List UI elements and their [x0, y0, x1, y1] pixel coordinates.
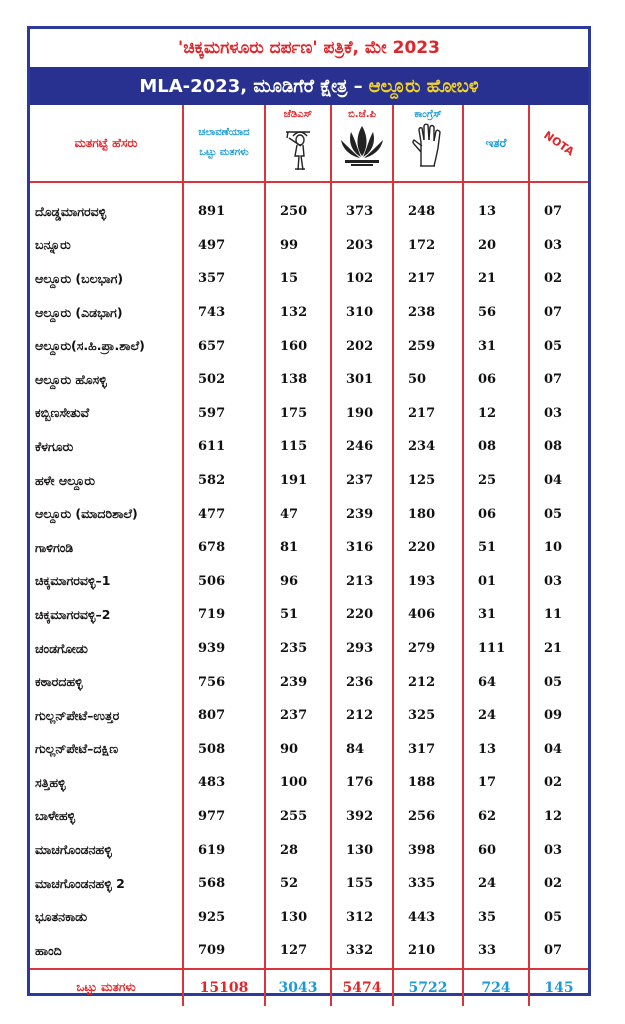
cell-jds: 90: [265, 733, 331, 767]
cell-bjp: 203: [331, 229, 393, 263]
col-header-total-line2: ಒಟ್ಟು ಮತಗಳು: [199, 147, 249, 158]
cell-name: ಆಲ್ದೂರು (ಎಡಭಾಗ): [30, 296, 183, 330]
cell-congress: 172: [393, 229, 463, 263]
cell-total: 657: [183, 329, 265, 363]
table-row: [30, 733, 588, 767]
table-row: [30, 934, 588, 969]
cell-nota: 05: [544, 674, 563, 690]
cell-jds: 15: [265, 262, 331, 296]
cell-total: 743: [183, 296, 265, 330]
col-header-nota: [529, 105, 588, 182]
cell-others: 01: [463, 565, 529, 599]
cell-others: 31: [463, 329, 529, 363]
jds-farmer-icon: [283, 122, 313, 172]
cell-others: 24: [463, 867, 529, 901]
col-header-name: ಮತಗಟ್ಟೆ ಹೆಸರು: [30, 105, 183, 182]
cell-nota: 03: [544, 237, 563, 253]
cell-total: 568: [183, 867, 265, 901]
col-header-jds-label: ಜೆಡಿಎಸ್: [283, 109, 313, 120]
totals-congress: 5722: [393, 969, 463, 1006]
cell-others: 13: [463, 733, 529, 767]
table-row: [30, 598, 588, 632]
cell-congress: 217: [393, 397, 463, 431]
cell-bjp: 236: [331, 665, 393, 699]
cell-congress: 234: [393, 430, 463, 464]
cell-others: 51: [463, 531, 529, 565]
cell-others: 06: [463, 363, 529, 397]
cell-nota: 12: [544, 808, 563, 824]
cell-bjp: 373: [331, 195, 393, 229]
table-row: [30, 195, 588, 229]
cell-name: ಬನ್ನೂರು: [30, 229, 183, 263]
cell-total: 357: [183, 262, 265, 296]
cell-jds: 52: [265, 867, 331, 901]
cell-name: ಆಲ್ದೂರು (ಮಾದರಿಶಾಲೆ): [30, 497, 183, 531]
totals-jds: 3043: [265, 969, 331, 1006]
cell-total: 597: [183, 397, 265, 431]
cell-jds: 100: [265, 766, 331, 800]
totals-row: [30, 969, 588, 1006]
cell-total: 582: [183, 464, 265, 498]
table-row: [30, 329, 588, 363]
cell-bjp: 155: [331, 867, 393, 901]
table-row: [30, 464, 588, 498]
cell-others: 60: [463, 833, 529, 867]
cell-total: 756: [183, 665, 265, 699]
cell-bjp: 301: [331, 363, 393, 397]
cell-name: ಕಠಾರದಹಳ್ಳಿ: [30, 665, 183, 699]
cell-total: 611: [183, 430, 265, 464]
cell-jds: 250: [265, 195, 331, 229]
cell-total: 939: [183, 632, 265, 666]
cell-nota: 02: [544, 876, 563, 892]
cell-congress: 238: [393, 296, 463, 330]
cell-nota: 09: [544, 708, 563, 724]
cell-congress: 188: [393, 766, 463, 800]
cell-jds: 237: [265, 699, 331, 733]
cell-name: ಆಲ್ದೂರು (ಬಲಭಾಗ): [30, 262, 183, 296]
cell-jds: 127: [265, 934, 331, 969]
col-header-total: [183, 105, 265, 182]
publication-title-text: 'ಚಿಕ್ಕಮಗಳೂರು ದರ್ಪಣ' ಪತ್ರಿಕೆ, ಮೇ: [178, 38, 387, 58]
cell-total: 678: [183, 531, 265, 565]
cell-jds: 191: [265, 464, 331, 498]
cell-nota: 11: [544, 607, 563, 623]
cell-jds: 47: [265, 497, 331, 531]
cell-jds: 132: [265, 296, 331, 330]
cell-congress: 406: [393, 598, 463, 632]
col-header-jds: [265, 105, 331, 182]
cell-congress: 193: [393, 565, 463, 599]
cell-name: ಚಿಕ್ಕಮಾಗರವಳ್ಳಿ–2: [30, 598, 183, 632]
cell-jds: 160: [265, 329, 331, 363]
cell-bjp: 392: [331, 800, 393, 834]
cell-nota: 02: [544, 775, 563, 791]
table-row: [30, 632, 588, 666]
cell-total: 497: [183, 229, 265, 263]
cell-jds: 138: [265, 363, 331, 397]
col-header-bjp-label: ಬಿ.ಜೆ.ಪಿ: [348, 109, 376, 120]
cell-jds: 115: [265, 430, 331, 464]
cell-congress: 50: [393, 363, 463, 397]
cell-jds: 239: [265, 665, 331, 699]
cell-nota: 07: [544, 204, 563, 220]
cell-bjp: 130: [331, 833, 393, 867]
cell-congress: 443: [393, 900, 463, 934]
col-header-bjp: [331, 105, 393, 182]
cell-nota: 03: [544, 573, 563, 589]
cell-bjp: 213: [331, 565, 393, 599]
cell-jds: 99: [265, 229, 331, 263]
cell-congress: 212: [393, 665, 463, 699]
cell-others: 24: [463, 699, 529, 733]
table-row: [30, 229, 588, 263]
cell-nota: 05: [544, 506, 563, 522]
cell-congress: 220: [393, 531, 463, 565]
table-row: [30, 430, 588, 464]
col-header-total-line1: ಚಲಾವಣೆಯಾದ: [198, 127, 250, 138]
constituency-band: [30, 67, 588, 105]
cell-bjp: 332: [331, 934, 393, 969]
cell-congress: 248: [393, 195, 463, 229]
spacer-row: [30, 182, 588, 195]
cell-congress: 180: [393, 497, 463, 531]
cell-nota: 10: [544, 540, 563, 556]
cell-total: 719: [183, 598, 265, 632]
cell-jds: 235: [265, 632, 331, 666]
cell-bjp: 312: [331, 900, 393, 934]
cell-total: 502: [183, 363, 265, 397]
cell-name: ದೊಡ್ಡಮಾಗರವಳ್ಳಿ: [30, 195, 183, 229]
cell-bjp: 239: [331, 497, 393, 531]
cell-nota: 03: [544, 842, 563, 858]
cell-bjp: 310: [331, 296, 393, 330]
cell-total: 508: [183, 733, 265, 767]
cell-others: 17: [463, 766, 529, 800]
cell-nota: 05: [544, 909, 563, 925]
cell-nota: 02: [544, 271, 563, 287]
cell-nota: 08: [544, 439, 563, 455]
cell-others: 33: [463, 934, 529, 969]
cell-others: 25: [463, 464, 529, 498]
cell-name: ಗುಲ್ಲನ್‌ಪೇಟೆ–ಉತ್ತರ: [30, 699, 183, 733]
cell-name: ಚಿಕ್ಕಮಾಗರವಳ್ಳಿ–1: [30, 565, 183, 599]
table-row: [30, 800, 588, 834]
congress-hand-icon: [410, 122, 446, 170]
table-row: [30, 665, 588, 699]
cell-jds: 96: [265, 565, 331, 599]
cell-congress: 125: [393, 464, 463, 498]
cell-total: 891: [183, 195, 265, 229]
cell-others: 13: [463, 195, 529, 229]
cell-congress: 256: [393, 800, 463, 834]
publication-year: 2023: [392, 38, 440, 58]
cell-jds: 255: [265, 800, 331, 834]
totals-nota: 145: [529, 969, 588, 1006]
cell-nota: 04: [544, 741, 563, 757]
table-row: [30, 397, 588, 431]
cell-name: ಬಾಳೇಹಳ್ಳಿ: [30, 800, 183, 834]
cell-jds: 130: [265, 900, 331, 934]
cell-others: 64: [463, 665, 529, 699]
cell-bjp: 84: [331, 733, 393, 767]
cell-others: 111: [463, 632, 529, 666]
table-row: [30, 766, 588, 800]
cell-others: 12: [463, 397, 529, 431]
cell-others: 56: [463, 296, 529, 330]
cell-total: 477: [183, 497, 265, 531]
cell-others: 20: [463, 229, 529, 263]
cell-congress: 259: [393, 329, 463, 363]
cell-congress: 398: [393, 833, 463, 867]
results-table: [30, 105, 588, 1006]
cell-congress: 317: [393, 733, 463, 767]
cell-total: 506: [183, 565, 265, 599]
cell-name: ಗಾಳಿಗಂಡಿ: [30, 531, 183, 565]
cell-total: 619: [183, 833, 265, 867]
cell-nota: 05: [544, 338, 563, 354]
table-row: [30, 900, 588, 934]
cell-nota: 04: [544, 473, 563, 489]
cell-nota: 03: [544, 405, 563, 421]
cell-jds: 175: [265, 397, 331, 431]
col-header-nota-label: NOTA: [541, 128, 577, 158]
cell-name: ಚಂಡಗೋಡು: [30, 632, 183, 666]
cell-bjp: 190: [331, 397, 393, 431]
cell-bjp: 176: [331, 766, 393, 800]
cell-others: 06: [463, 497, 529, 531]
table-row: [30, 867, 588, 901]
cell-name: ಮಾಚಗೊಂಡನಹಳ್ಳಿ: [30, 833, 183, 867]
cell-bjp: 237: [331, 464, 393, 498]
totals-others: 724: [463, 969, 529, 1006]
cell-name: ಕಬ್ಬಿಣಸೇತುವೆ: [30, 397, 183, 431]
cell-name: ಆಲ್ದೂರು(ಸ.ಹಿ.ಪ್ರಾ.ಶಾಲೆ): [30, 329, 183, 363]
cell-congress: 210: [393, 934, 463, 969]
cell-congress: 335: [393, 867, 463, 901]
cell-total: 807: [183, 699, 265, 733]
table-row: [30, 262, 588, 296]
cell-name: ಭೂತನಕಾಡು: [30, 900, 183, 934]
cell-congress: 279: [393, 632, 463, 666]
cell-name: ಗುಲ್ಲನ್‌ಪೇಟೆ–ದಕ್ಷಿಣ: [30, 733, 183, 767]
cell-name: ಹಳೇ ಆಲ್ದೂರು: [30, 464, 183, 498]
cell-nota: 07: [544, 943, 563, 959]
table-row: [30, 296, 588, 330]
cell-bjp: 202: [331, 329, 393, 363]
cell-total: 925: [183, 900, 265, 934]
col-header-congress: [393, 105, 463, 182]
cell-bjp: 246: [331, 430, 393, 464]
cell-jds: 81: [265, 531, 331, 565]
header-row: [30, 105, 588, 182]
cell-name: ಸತ್ತಿಹಳ್ಳಿ: [30, 766, 183, 800]
table-row: [30, 565, 588, 599]
cell-jds: 28: [265, 833, 331, 867]
publication-title: [30, 29, 588, 67]
col-header-others: ಇತರೆ: [463, 105, 529, 182]
totals-bjp: 5474: [331, 969, 393, 1006]
cell-name: ಹಾಂದಿ: [30, 934, 183, 969]
cell-others: 35: [463, 900, 529, 934]
table-row: [30, 497, 588, 531]
cell-bjp: 212: [331, 699, 393, 733]
cell-congress: 325: [393, 699, 463, 733]
cell-name: ಕೆಳಗೂರು: [30, 430, 183, 464]
bjp-lotus-icon: [337, 122, 387, 168]
cell-total: 709: [183, 934, 265, 969]
results-frame: [27, 26, 591, 996]
cell-congress: 217: [393, 262, 463, 296]
cell-others: 21: [463, 262, 529, 296]
cell-bjp: 102: [331, 262, 393, 296]
table-body: [30, 182, 588, 969]
table-row: [30, 833, 588, 867]
cell-bjp: 220: [331, 598, 393, 632]
cell-others: 08: [463, 430, 529, 464]
cell-bjp: 293: [331, 632, 393, 666]
cell-nota: 07: [544, 372, 563, 388]
table-row: [30, 363, 588, 397]
cell-others: 31: [463, 598, 529, 632]
cell-total: 977: [183, 800, 265, 834]
cell-others: 62: [463, 800, 529, 834]
cell-nota: 07: [544, 305, 563, 321]
totals-label: ಒಟ್ಟು ಮತಗಳು: [30, 969, 183, 1006]
cell-name: ಆಲ್ದೂರು ಹೊಸಳ್ಳಿ: [30, 363, 183, 397]
cell-jds: 51: [265, 598, 331, 632]
table-row: [30, 699, 588, 733]
hobli-title: ಆಲ್ದೂರು ಹೋಬಳಿ: [368, 75, 479, 97]
constituency-title: MLA-2023, ಮೂಡಿಗೆರೆ ಕ್ಷೇತ್ರ –: [139, 75, 363, 97]
totals-total: 15108: [183, 969, 265, 1006]
cell-name: ಮಾಚಗೊಂಡನಹಳ್ಳಿ 2: [30, 867, 183, 901]
col-header-congress-label: ಕಾಂಗ್ರೆಸ್: [414, 109, 442, 120]
table-row: [30, 531, 588, 565]
cell-nota: 21: [544, 641, 563, 657]
cell-total: 483: [183, 766, 265, 800]
cell-bjp: 316: [331, 531, 393, 565]
